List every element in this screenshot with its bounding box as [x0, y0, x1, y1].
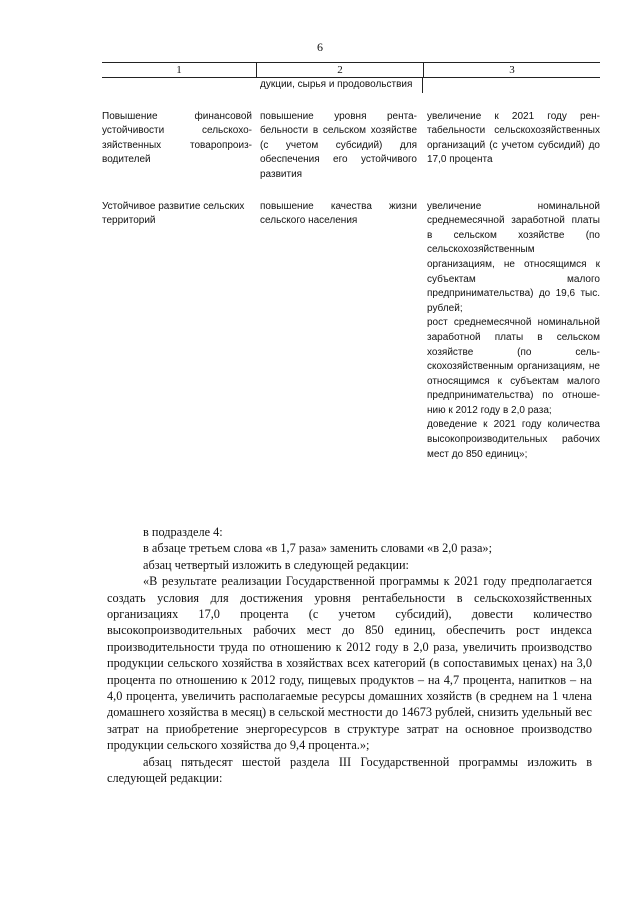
continuation-cell: дукции, сырья и продовольствия [260, 79, 413, 90]
task-cell: повышение качества жизни сельского населения [260, 200, 417, 227]
quoted-paragraph: «В результате реализации Государственной программы к 2021 году предполагается создать условия для достижения уровня рентабельности в сельскохозяйственных организациях 17,0 процента (с учетом субсидий), довести количество высокопроизводительных рабочих мест до 850 единиц, обеспечить рост индекса производительности труда по отношению к 2012 году в 2,0 раза, увеличить производство продукции сельского хозяйства в хозяйствах всех категорий (в сопоставимых ценах) на 3,0 процента по отношению к 2012 году, пищевых продуктов – на 4,7 процента, напитков – на 4,0 процента, увеличить располагаемые ресурсы домашних хозяйств (в среднем на 1 члена домашнего хозяйства в месяц) в сельской местности до 14673 рублей, снизить удельный вес затрат на приобретение энергоресурсов в структуре затрат на основное производство продукции сельского хозяйства до 9,4 процента.»; [107, 574, 592, 753]
table-row-continuation [256, 78, 423, 93]
paragraph: абзац четвертый изложить в следующей редакции: [143, 557, 409, 572]
goal-cell: Устойчивое развитие сельских территорий [102, 200, 245, 227]
table-header [102, 62, 600, 78]
goal-cell: Повышение финансовой устойчивости сельскохозяйственных товаропроизводителей [102, 110, 252, 166]
paragraph: абзац пятьдесят шестой раздела III Государственной программы изложить в следующей редакции: [107, 754, 592, 786]
page-number: 6 [317, 40, 323, 54]
header-col-3: 3 [509, 64, 515, 76]
task-cell: повышение уровня рентабельности в сельском хозяйстве (с учетом субсидий) для обеспечения его устойчивого развития [260, 110, 417, 180]
indicator-cell: увеличение к 2021 году рентабельности сельскохозяйственных организаций (с учетом субсидий) до 17,0 процента [427, 110, 600, 166]
header-col-2: 2 [257, 63, 424, 77]
goals-table [102, 62, 600, 462]
table-row [102, 110, 600, 183]
paragraph: в абзаце третьем слова «в 1,7 раза» заменить словами «в 2,0 раза»; [143, 541, 493, 556]
amendment-text [107, 524, 592, 787]
header-col-1: 1 [102, 63, 257, 77]
paragraph: в подразделе 4: [143, 525, 223, 539]
table-row [102, 200, 600, 463]
indicator-cell: увеличение номинальной среднемесячной заработной платы в сельском хозяйстве (по сельскохозяйственным организациям, не относящимся к субъектам малого предпринимательства) до 19,6 тыс. рублей; рост среднемесячной номинальной заработной платы в сельском хозяйстве (по сельскохозяйственным организациям, не относящимся к субъектам малого предпринимательства) по отношению к 2012 году в 2,0 раза; доведение к 2021 году количества высокопроизводительных рабочих мест до 850 единиц»; [427, 200, 600, 460]
